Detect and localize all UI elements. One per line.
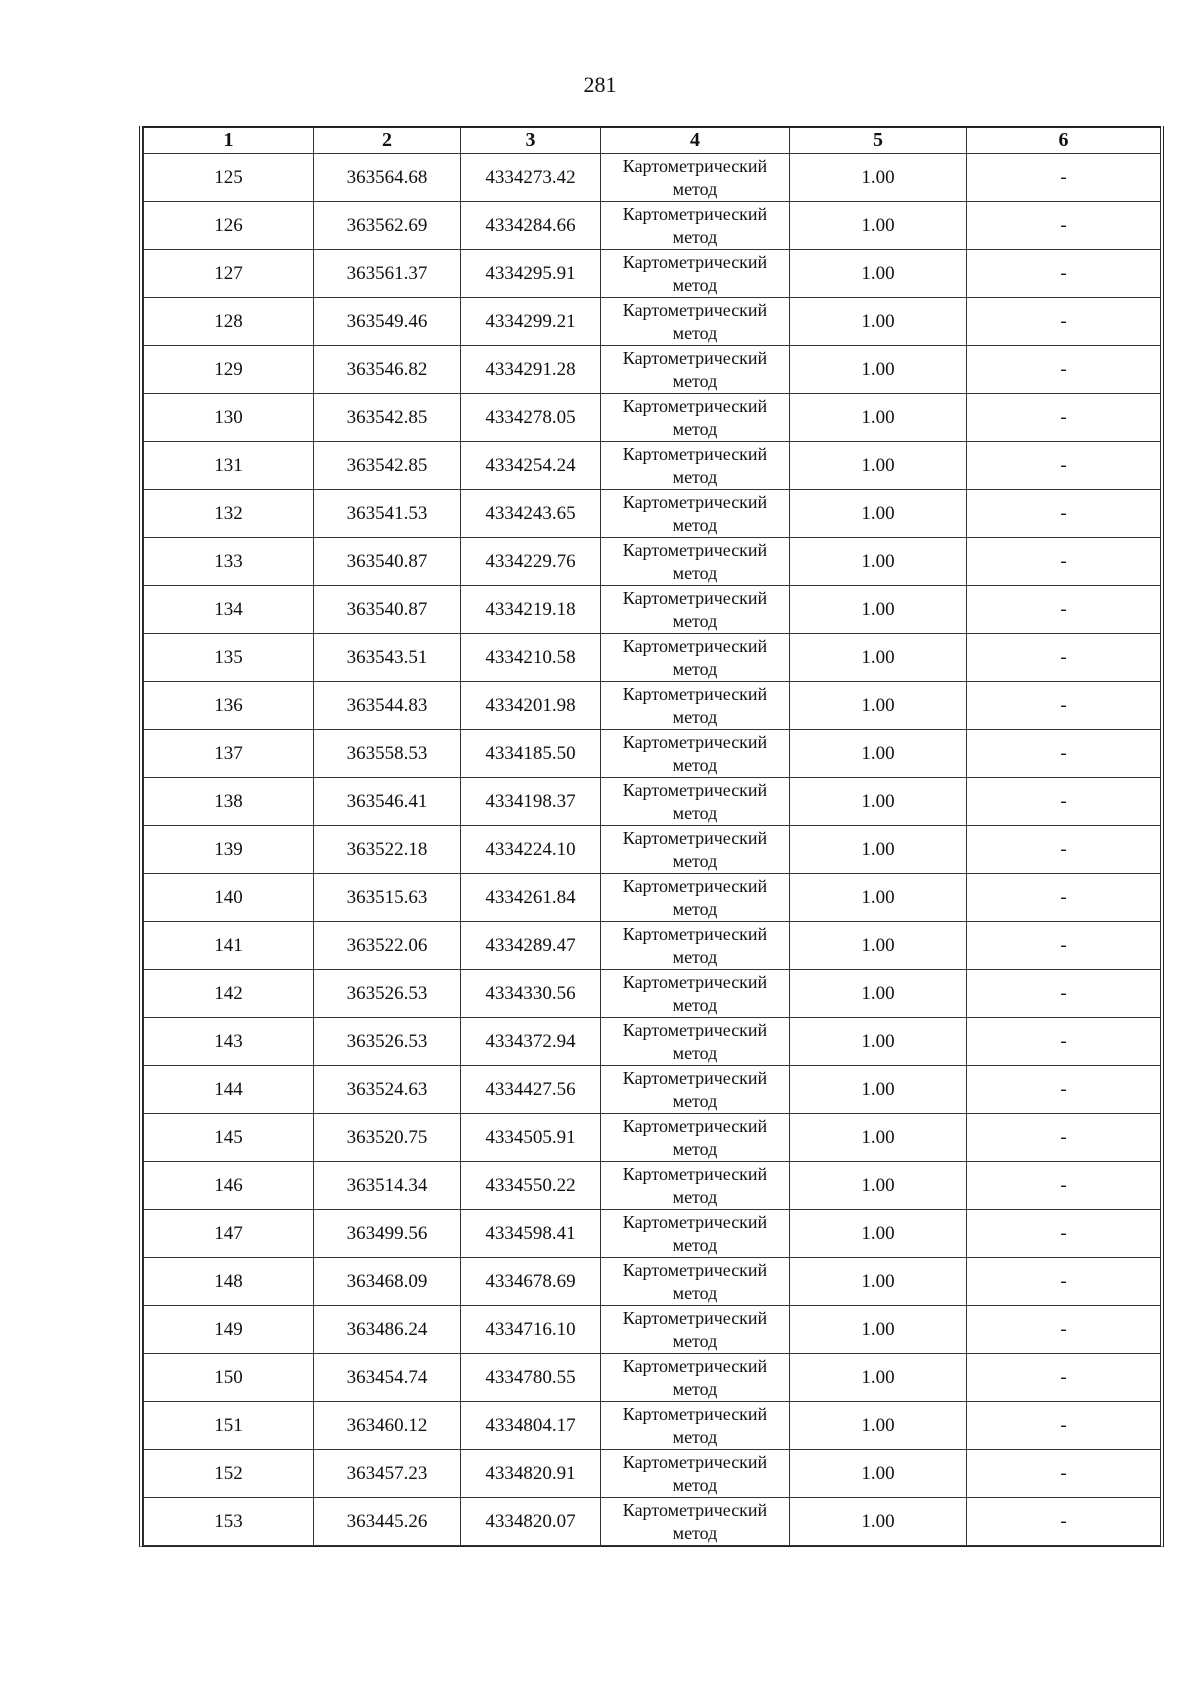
y-coordinate-cell: 4334224.10 [461, 826, 601, 874]
coordinates-table-wrapper [139, 126, 1164, 1547]
x-coordinate-cell: 363561.37 [314, 250, 461, 298]
method-line-2: метод [672, 1330, 718, 1351]
table-row [144, 682, 1161, 730]
accuracy-cell: 1.00 [790, 490, 967, 538]
accuracy-cell: 1.00 [790, 586, 967, 634]
point-number-cell: 131 [144, 442, 314, 490]
point-number-cell: 144 [144, 1066, 314, 1114]
y-coordinate-cell: 4334289.47 [461, 922, 601, 970]
method-line-2: метод [672, 1426, 718, 1447]
x-coordinate-cell: 363540.87 [314, 538, 461, 586]
method-line-1: Картометрический [622, 1115, 768, 1136]
method-cell [601, 1066, 790, 1114]
y-coordinate-cell: 4334273.42 [461, 154, 601, 202]
accuracy-cell: 1.00 [790, 1306, 967, 1354]
x-coordinate-cell: 363514.34 [314, 1162, 461, 1210]
method-line-2: метод [672, 754, 718, 775]
method-cell [601, 1402, 790, 1450]
y-coordinate-cell: 4334198.37 [461, 778, 601, 826]
method-line-2: метод [672, 802, 718, 823]
table-row [144, 442, 1161, 490]
accuracy-cell: 1.00 [790, 1450, 967, 1498]
method-cell [601, 586, 790, 634]
method-cell [601, 634, 790, 682]
x-coordinate-cell: 363460.12 [314, 1402, 461, 1450]
method-cell [601, 346, 790, 394]
point-number-cell: 126 [144, 202, 314, 250]
point-number-cell: 127 [144, 250, 314, 298]
method-line-2: метод [672, 1042, 718, 1063]
method-cell [601, 394, 790, 442]
description-cell: - [967, 682, 1161, 730]
x-coordinate-cell: 363526.53 [314, 970, 461, 1018]
description-cell: - [967, 730, 1161, 778]
table-row [144, 1114, 1161, 1162]
y-coordinate-cell: 4334229.76 [461, 538, 601, 586]
y-coordinate-cell: 4334261.84 [461, 874, 601, 922]
method-line-2: метод [672, 466, 718, 487]
description-cell: - [967, 394, 1161, 442]
method-cell [601, 682, 790, 730]
y-coordinate-cell: 4334678.69 [461, 1258, 601, 1306]
method-cell [601, 442, 790, 490]
point-number-cell: 149 [144, 1306, 314, 1354]
method-cell [601, 1258, 790, 1306]
method-line-2: метод [672, 226, 718, 247]
point-number-cell: 135 [144, 634, 314, 682]
column-header-6: 6 [967, 127, 1161, 154]
table-row [144, 778, 1161, 826]
accuracy-cell: 1.00 [790, 154, 967, 202]
x-coordinate-cell: 363540.87 [314, 586, 461, 634]
method-line-1: Картометрический [622, 347, 768, 368]
description-cell: - [967, 1450, 1161, 1498]
point-number-cell: 151 [144, 1402, 314, 1450]
table-row [144, 1018, 1161, 1066]
method-line-1: Картометрический [622, 1451, 768, 1472]
method-line-1: Картометрический [622, 1403, 768, 1424]
method-line-2: метод [672, 706, 718, 727]
accuracy-cell: 1.00 [790, 1162, 967, 1210]
method-cell [601, 1162, 790, 1210]
method-line-2: метод [672, 1138, 718, 1159]
description-cell: - [967, 1210, 1161, 1258]
x-coordinate-cell: 363549.46 [314, 298, 461, 346]
description-cell: - [967, 1402, 1161, 1450]
description-cell: - [967, 634, 1161, 682]
table-row [144, 154, 1161, 202]
table-row [144, 394, 1161, 442]
y-coordinate-cell: 4334295.91 [461, 250, 601, 298]
method-cell [601, 298, 790, 346]
point-number-cell: 138 [144, 778, 314, 826]
point-number-cell: 140 [144, 874, 314, 922]
table-row [144, 922, 1161, 970]
table-row [144, 826, 1161, 874]
point-number-cell: 125 [144, 154, 314, 202]
method-cell [601, 1498, 790, 1546]
x-coordinate-cell: 363541.53 [314, 490, 461, 538]
method-cell [601, 154, 790, 202]
description-cell: - [967, 1354, 1161, 1402]
method-line-2: метод [672, 850, 718, 871]
method-line-1: Картометрический [622, 1259, 768, 1280]
method-cell [601, 1018, 790, 1066]
description-cell: - [967, 1498, 1161, 1546]
x-coordinate-cell: 363564.68 [314, 154, 461, 202]
method-cell [601, 826, 790, 874]
accuracy-cell: 1.00 [790, 778, 967, 826]
method-line-1: Картометрический [622, 395, 768, 416]
x-coordinate-cell: 363558.53 [314, 730, 461, 778]
method-cell [601, 970, 790, 1018]
y-coordinate-cell: 4334820.07 [461, 1498, 601, 1546]
y-coordinate-cell: 4334210.58 [461, 634, 601, 682]
accuracy-cell: 1.00 [790, 730, 967, 778]
description-cell: - [967, 778, 1161, 826]
method-line-1: Картометрический [622, 1499, 768, 1520]
description-cell: - [967, 586, 1161, 634]
accuracy-cell: 1.00 [790, 874, 967, 922]
point-number-cell: 147 [144, 1210, 314, 1258]
table-row [144, 1402, 1161, 1450]
column-header-3: 3 [461, 127, 601, 154]
y-coordinate-cell: 4334598.41 [461, 1210, 601, 1258]
description-cell: - [967, 1306, 1161, 1354]
x-coordinate-cell: 363522.06 [314, 922, 461, 970]
method-cell [601, 778, 790, 826]
method-line-1: Картометрический [622, 1067, 768, 1088]
point-number-cell: 137 [144, 730, 314, 778]
x-coordinate-cell: 363522.18 [314, 826, 461, 874]
method-line-1: Картометрический [622, 827, 768, 848]
method-line-1: Картометрический [622, 539, 768, 560]
x-coordinate-cell: 363546.82 [314, 346, 461, 394]
description-cell: - [967, 874, 1161, 922]
x-coordinate-cell: 363486.24 [314, 1306, 461, 1354]
x-coordinate-cell: 363526.53 [314, 1018, 461, 1066]
accuracy-cell: 1.00 [790, 250, 967, 298]
method-line-1: Картометрический [622, 1211, 768, 1232]
accuracy-cell: 1.00 [790, 1066, 967, 1114]
coordinates-table [143, 126, 1161, 1546]
column-header-5: 5 [790, 127, 967, 154]
y-coordinate-cell: 4334330.56 [461, 970, 601, 1018]
method-cell [601, 1450, 790, 1498]
method-cell [601, 538, 790, 586]
method-line-2: метод [672, 1522, 718, 1543]
table-row [144, 1066, 1161, 1114]
y-coordinate-cell: 4334254.24 [461, 442, 601, 490]
method-line-2: метод [672, 418, 718, 439]
description-cell: - [967, 922, 1161, 970]
x-coordinate-cell: 363457.23 [314, 1450, 461, 1498]
method-line-2: метод [672, 274, 718, 295]
x-coordinate-cell: 363546.41 [314, 778, 461, 826]
x-coordinate-cell: 363520.75 [314, 1114, 461, 1162]
x-coordinate-cell: 363542.85 [314, 394, 461, 442]
x-coordinate-cell: 363499.56 [314, 1210, 461, 1258]
x-coordinate-cell: 363524.63 [314, 1066, 461, 1114]
column-header-1: 1 [144, 127, 314, 154]
accuracy-cell: 1.00 [790, 1018, 967, 1066]
method-cell [601, 922, 790, 970]
point-number-cell: 148 [144, 1258, 314, 1306]
y-coordinate-cell: 4334185.50 [461, 730, 601, 778]
accuracy-cell: 1.00 [790, 538, 967, 586]
accuracy-cell: 1.00 [790, 346, 967, 394]
description-cell: - [967, 490, 1161, 538]
method-line-2: метод [672, 562, 718, 583]
table-row [144, 730, 1161, 778]
description-cell: - [967, 154, 1161, 202]
y-coordinate-cell: 4334780.55 [461, 1354, 601, 1402]
y-coordinate-cell: 4334550.22 [461, 1162, 601, 1210]
method-line-1: Картометрический [622, 635, 768, 656]
y-coordinate-cell: 4334291.28 [461, 346, 601, 394]
point-number-cell: 146 [144, 1162, 314, 1210]
accuracy-cell: 1.00 [790, 1210, 967, 1258]
method-line-1: Картометрический [622, 299, 768, 320]
point-number-cell: 129 [144, 346, 314, 394]
method-line-1: Картометрический [622, 155, 768, 176]
table-header-row [144, 127, 1161, 154]
table-row [144, 1210, 1161, 1258]
y-coordinate-cell: 4334820.91 [461, 1450, 601, 1498]
method-line-2: метод [672, 370, 718, 391]
y-coordinate-cell: 4334716.10 [461, 1306, 601, 1354]
method-line-1: Картометрический [622, 1307, 768, 1328]
method-line-2: метод [672, 610, 718, 631]
method-line-2: метод [672, 514, 718, 535]
method-line-2: метод [672, 322, 718, 343]
table-row [144, 250, 1161, 298]
point-number-cell: 145 [144, 1114, 314, 1162]
table-row [144, 1162, 1161, 1210]
accuracy-cell: 1.00 [790, 442, 967, 490]
method-line-2: метод [672, 1234, 718, 1255]
table-row [144, 202, 1161, 250]
table-row [144, 1450, 1161, 1498]
method-line-1: Картометрический [622, 443, 768, 464]
method-line-1: Картометрический [622, 251, 768, 272]
method-line-1: Картометрический [622, 731, 768, 752]
page-number: 281 [583, 72, 617, 97]
table-row [144, 634, 1161, 682]
method-line-1: Картометрический [622, 491, 768, 512]
y-coordinate-cell: 4334299.21 [461, 298, 601, 346]
y-coordinate-cell: 4334284.66 [461, 202, 601, 250]
table-row [144, 298, 1161, 346]
table-row [144, 1354, 1161, 1402]
point-number-cell: 133 [144, 538, 314, 586]
accuracy-cell: 1.00 [790, 1114, 967, 1162]
x-coordinate-cell: 363454.74 [314, 1354, 461, 1402]
column-header-2: 2 [314, 127, 461, 154]
table-row [144, 1306, 1161, 1354]
method-line-2: метод [672, 1186, 718, 1207]
accuracy-cell: 1.00 [790, 970, 967, 1018]
y-coordinate-cell: 4334505.91 [461, 1114, 601, 1162]
table-body [144, 154, 1161, 1546]
method-cell [601, 1114, 790, 1162]
description-cell: - [967, 970, 1161, 1018]
accuracy-cell: 1.00 [790, 634, 967, 682]
description-cell: - [967, 298, 1161, 346]
method-cell [601, 730, 790, 778]
x-coordinate-cell: 363543.51 [314, 634, 461, 682]
method-line-2: метод [672, 1090, 718, 1111]
description-cell: - [967, 250, 1161, 298]
method-cell [601, 490, 790, 538]
point-number-cell: 128 [144, 298, 314, 346]
point-number-cell: 134 [144, 586, 314, 634]
method-line-1: Картометрический [622, 587, 768, 608]
accuracy-cell: 1.00 [790, 202, 967, 250]
x-coordinate-cell: 363544.83 [314, 682, 461, 730]
table-row [144, 346, 1161, 394]
accuracy-cell: 1.00 [790, 1498, 967, 1546]
x-coordinate-cell: 363468.09 [314, 1258, 461, 1306]
method-line-1: Картометрический [622, 683, 768, 704]
point-number-cell: 141 [144, 922, 314, 970]
y-coordinate-cell: 4334427.56 [461, 1066, 601, 1114]
description-cell: - [967, 826, 1161, 874]
method-line-1: Картометрический [622, 1019, 768, 1040]
method-line-2: метод [672, 178, 718, 199]
method-line-2: метод [672, 658, 718, 679]
method-line-1: Картометрический [622, 203, 768, 224]
method-line-2: метод [672, 1282, 718, 1303]
method-line-1: Картометрический [622, 923, 768, 944]
description-cell: - [967, 1018, 1161, 1066]
description-cell: - [967, 1258, 1161, 1306]
x-coordinate-cell: 363515.63 [314, 874, 461, 922]
description-cell: - [967, 1162, 1161, 1210]
method-line-2: метод [672, 1378, 718, 1399]
point-number-cell: 150 [144, 1354, 314, 1402]
point-number-cell: 130 [144, 394, 314, 442]
table-row [144, 586, 1161, 634]
method-line-2: метод [672, 1474, 718, 1495]
description-cell: - [967, 442, 1161, 490]
table-row [144, 970, 1161, 1018]
table-row [144, 490, 1161, 538]
y-coordinate-cell: 4334219.18 [461, 586, 601, 634]
method-line-2: метод [672, 946, 718, 967]
method-line-1: Картометрический [622, 1355, 768, 1376]
point-number-cell: 153 [144, 1498, 314, 1546]
method-cell [601, 1210, 790, 1258]
y-coordinate-cell: 4334201.98 [461, 682, 601, 730]
accuracy-cell: 1.00 [790, 826, 967, 874]
x-coordinate-cell: 363542.85 [314, 442, 461, 490]
method-line-1: Картометрический [622, 1163, 768, 1184]
method-line-2: метод [672, 994, 718, 1015]
method-line-1: Картометрический [622, 779, 768, 800]
accuracy-cell: 1.00 [790, 1258, 967, 1306]
method-cell [601, 250, 790, 298]
point-number-cell: 143 [144, 1018, 314, 1066]
description-cell: - [967, 1066, 1161, 1114]
y-coordinate-cell: 4334243.65 [461, 490, 601, 538]
point-number-cell: 142 [144, 970, 314, 1018]
description-cell: - [967, 346, 1161, 394]
method-cell [601, 1354, 790, 1402]
method-line-1: Картометрический [622, 971, 768, 992]
table-row [144, 1498, 1161, 1546]
table-row [144, 874, 1161, 922]
description-cell: - [967, 538, 1161, 586]
y-coordinate-cell: 4334804.17 [461, 1402, 601, 1450]
method-cell [601, 874, 790, 922]
point-number-cell: 132 [144, 490, 314, 538]
point-number-cell: 152 [144, 1450, 314, 1498]
accuracy-cell: 1.00 [790, 394, 967, 442]
accuracy-cell: 1.00 [790, 1354, 967, 1402]
x-coordinate-cell: 363445.26 [314, 1498, 461, 1546]
y-coordinate-cell: 4334278.05 [461, 394, 601, 442]
accuracy-cell: 1.00 [790, 298, 967, 346]
method-line-1: Картометрический [622, 875, 768, 896]
method-line-2: метод [672, 898, 718, 919]
table-row [144, 1258, 1161, 1306]
accuracy-cell: 1.00 [790, 922, 967, 970]
accuracy-cell: 1.00 [790, 1402, 967, 1450]
method-cell [601, 1306, 790, 1354]
x-coordinate-cell: 363562.69 [314, 202, 461, 250]
description-cell: - [967, 1114, 1161, 1162]
accuracy-cell: 1.00 [790, 682, 967, 730]
description-cell: - [967, 202, 1161, 250]
point-number-cell: 136 [144, 682, 314, 730]
point-number-cell: 139 [144, 826, 314, 874]
table-row [144, 538, 1161, 586]
method-cell [601, 202, 790, 250]
y-coordinate-cell: 4334372.94 [461, 1018, 601, 1066]
column-header-4: 4 [601, 127, 790, 154]
